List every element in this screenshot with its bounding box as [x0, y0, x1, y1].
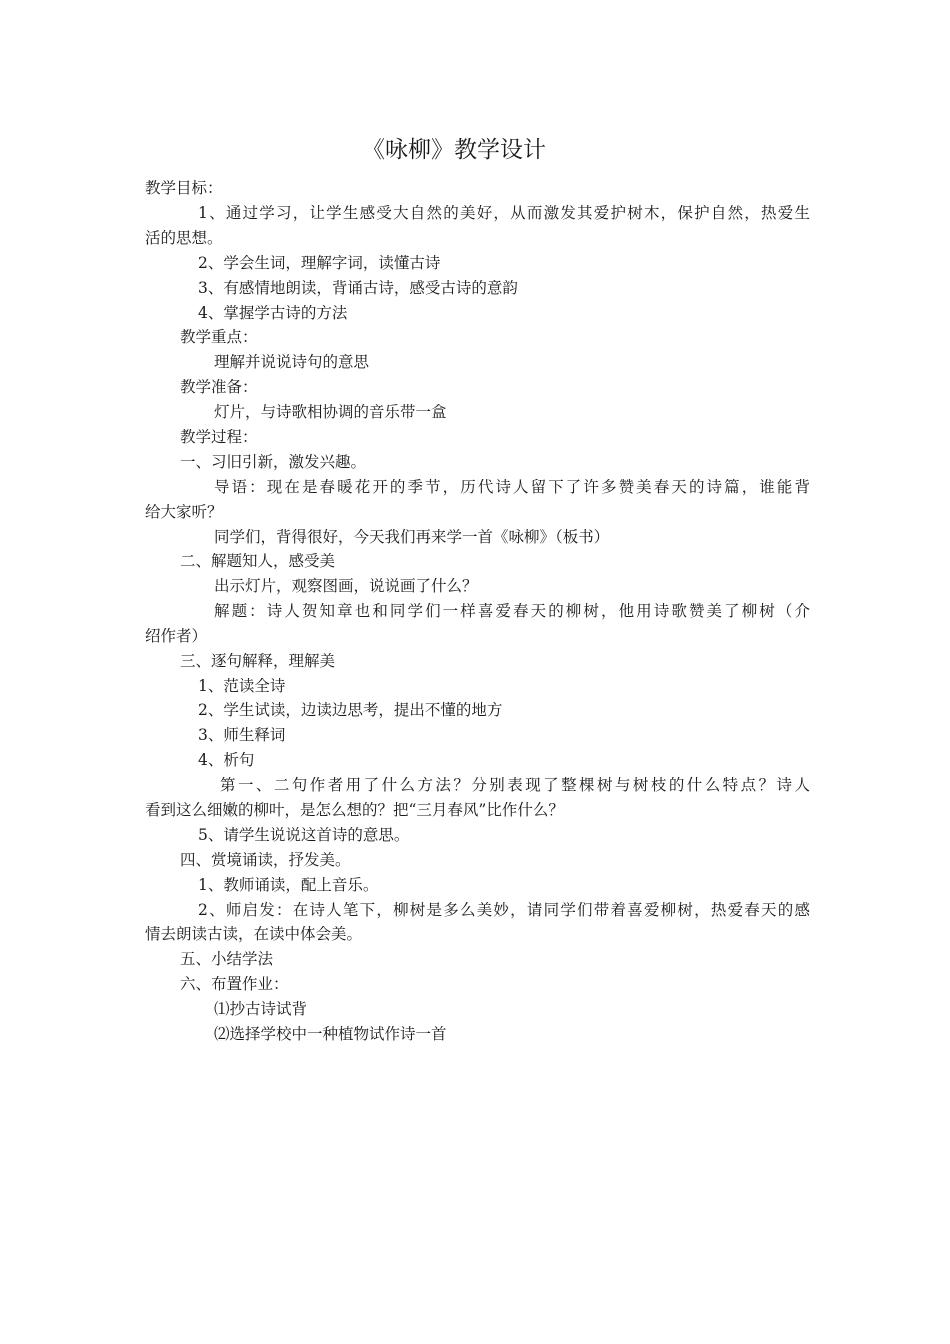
text-line: 六、布置作业： [180, 975, 289, 993]
text-line: 4、掌握学古诗的方法 [198, 304, 348, 322]
text-line: 3、有感情地朗读，背诵古诗，感受古诗的意韵 [198, 279, 518, 297]
text-line: 4、析句 [198, 751, 255, 769]
text-line: 同学们，背得很好，今天我们再来学一首《咏柳》（板书） [214, 528, 610, 546]
text-line: 三、逐句解释，理解美 [180, 652, 336, 670]
text-line: 教学过程： [180, 428, 258, 446]
text-line: 第一、二句作者用了什么方法？分别表现了整棵树与树枝的什么特点？诗人 [220, 776, 810, 794]
text-line: 1、通过学习，让学生感受大自然的美好，从而激发其爱护树木，保护自然，热爱生 [198, 204, 810, 222]
text-line: ⑵选择学校中一种植物试作诗一首 [214, 1025, 447, 1043]
text-line: 情去朗读古读，在读中体会美。 [145, 925, 363, 943]
text-line: 二、解题知人，感受美 [180, 552, 336, 570]
text-line: ⑴抄古诗试背 [214, 1000, 308, 1018]
text-line: 2、学生试读，边读边思考，提出不懂的地方 [198, 701, 503, 719]
text-line: 出示灯片，观察图画，说说画了什么？ [214, 577, 478, 595]
text-line: 1、教师诵读，配上音乐。 [198, 876, 379, 894]
text-line: 5、请学生说说这首诗的意思。 [198, 826, 410, 844]
text-line: 解题：诗人贺知章也和同学们一样喜爱春天的柳树，他用诗歌赞美了柳树（介 [214, 602, 810, 620]
text-line: 教学重点： [180, 328, 258, 346]
text-line: 1、范读全诗 [198, 677, 286, 695]
text-line: 四、赏境诵读，抒发美。 [180, 851, 351, 869]
text-line: 五、小结学法 [180, 950, 274, 968]
text-line: 2、师启发：在诗人笔下，柳树是多么美妙，请同学们带着喜爱柳树，热爱春天的感 [198, 901, 810, 919]
text-line: 理解并说说诗句的意思 [214, 353, 370, 371]
text-line: 2、学会生词，理解字词，读懂古诗 [198, 254, 441, 272]
text-line: 绍作者） [145, 627, 208, 645]
text-line: 灯片，与诗歌相协调的音乐带一盒 [214, 403, 447, 421]
text-line: 教学准备： [180, 378, 258, 396]
text-line: 一、习旧引新，激发兴趣。 [180, 453, 367, 471]
text-line: 导语：现在是春暖花开的季节，历代诗人留下了许多赞美春天的诗篇，谁能背 [214, 478, 810, 496]
text-line: 活的思想。 [145, 229, 223, 247]
document-title: 《咏柳》教学设计 [362, 137, 546, 163]
text-line: 3、师生释词 [198, 726, 286, 744]
text-line: 看到这么细嫩的柳叶，是怎么想的？把“三月春风”比作什么？ [145, 801, 564, 819]
text-line: 教学目标： [145, 179, 223, 197]
text-line: 给大家听？ [145, 503, 223, 521]
